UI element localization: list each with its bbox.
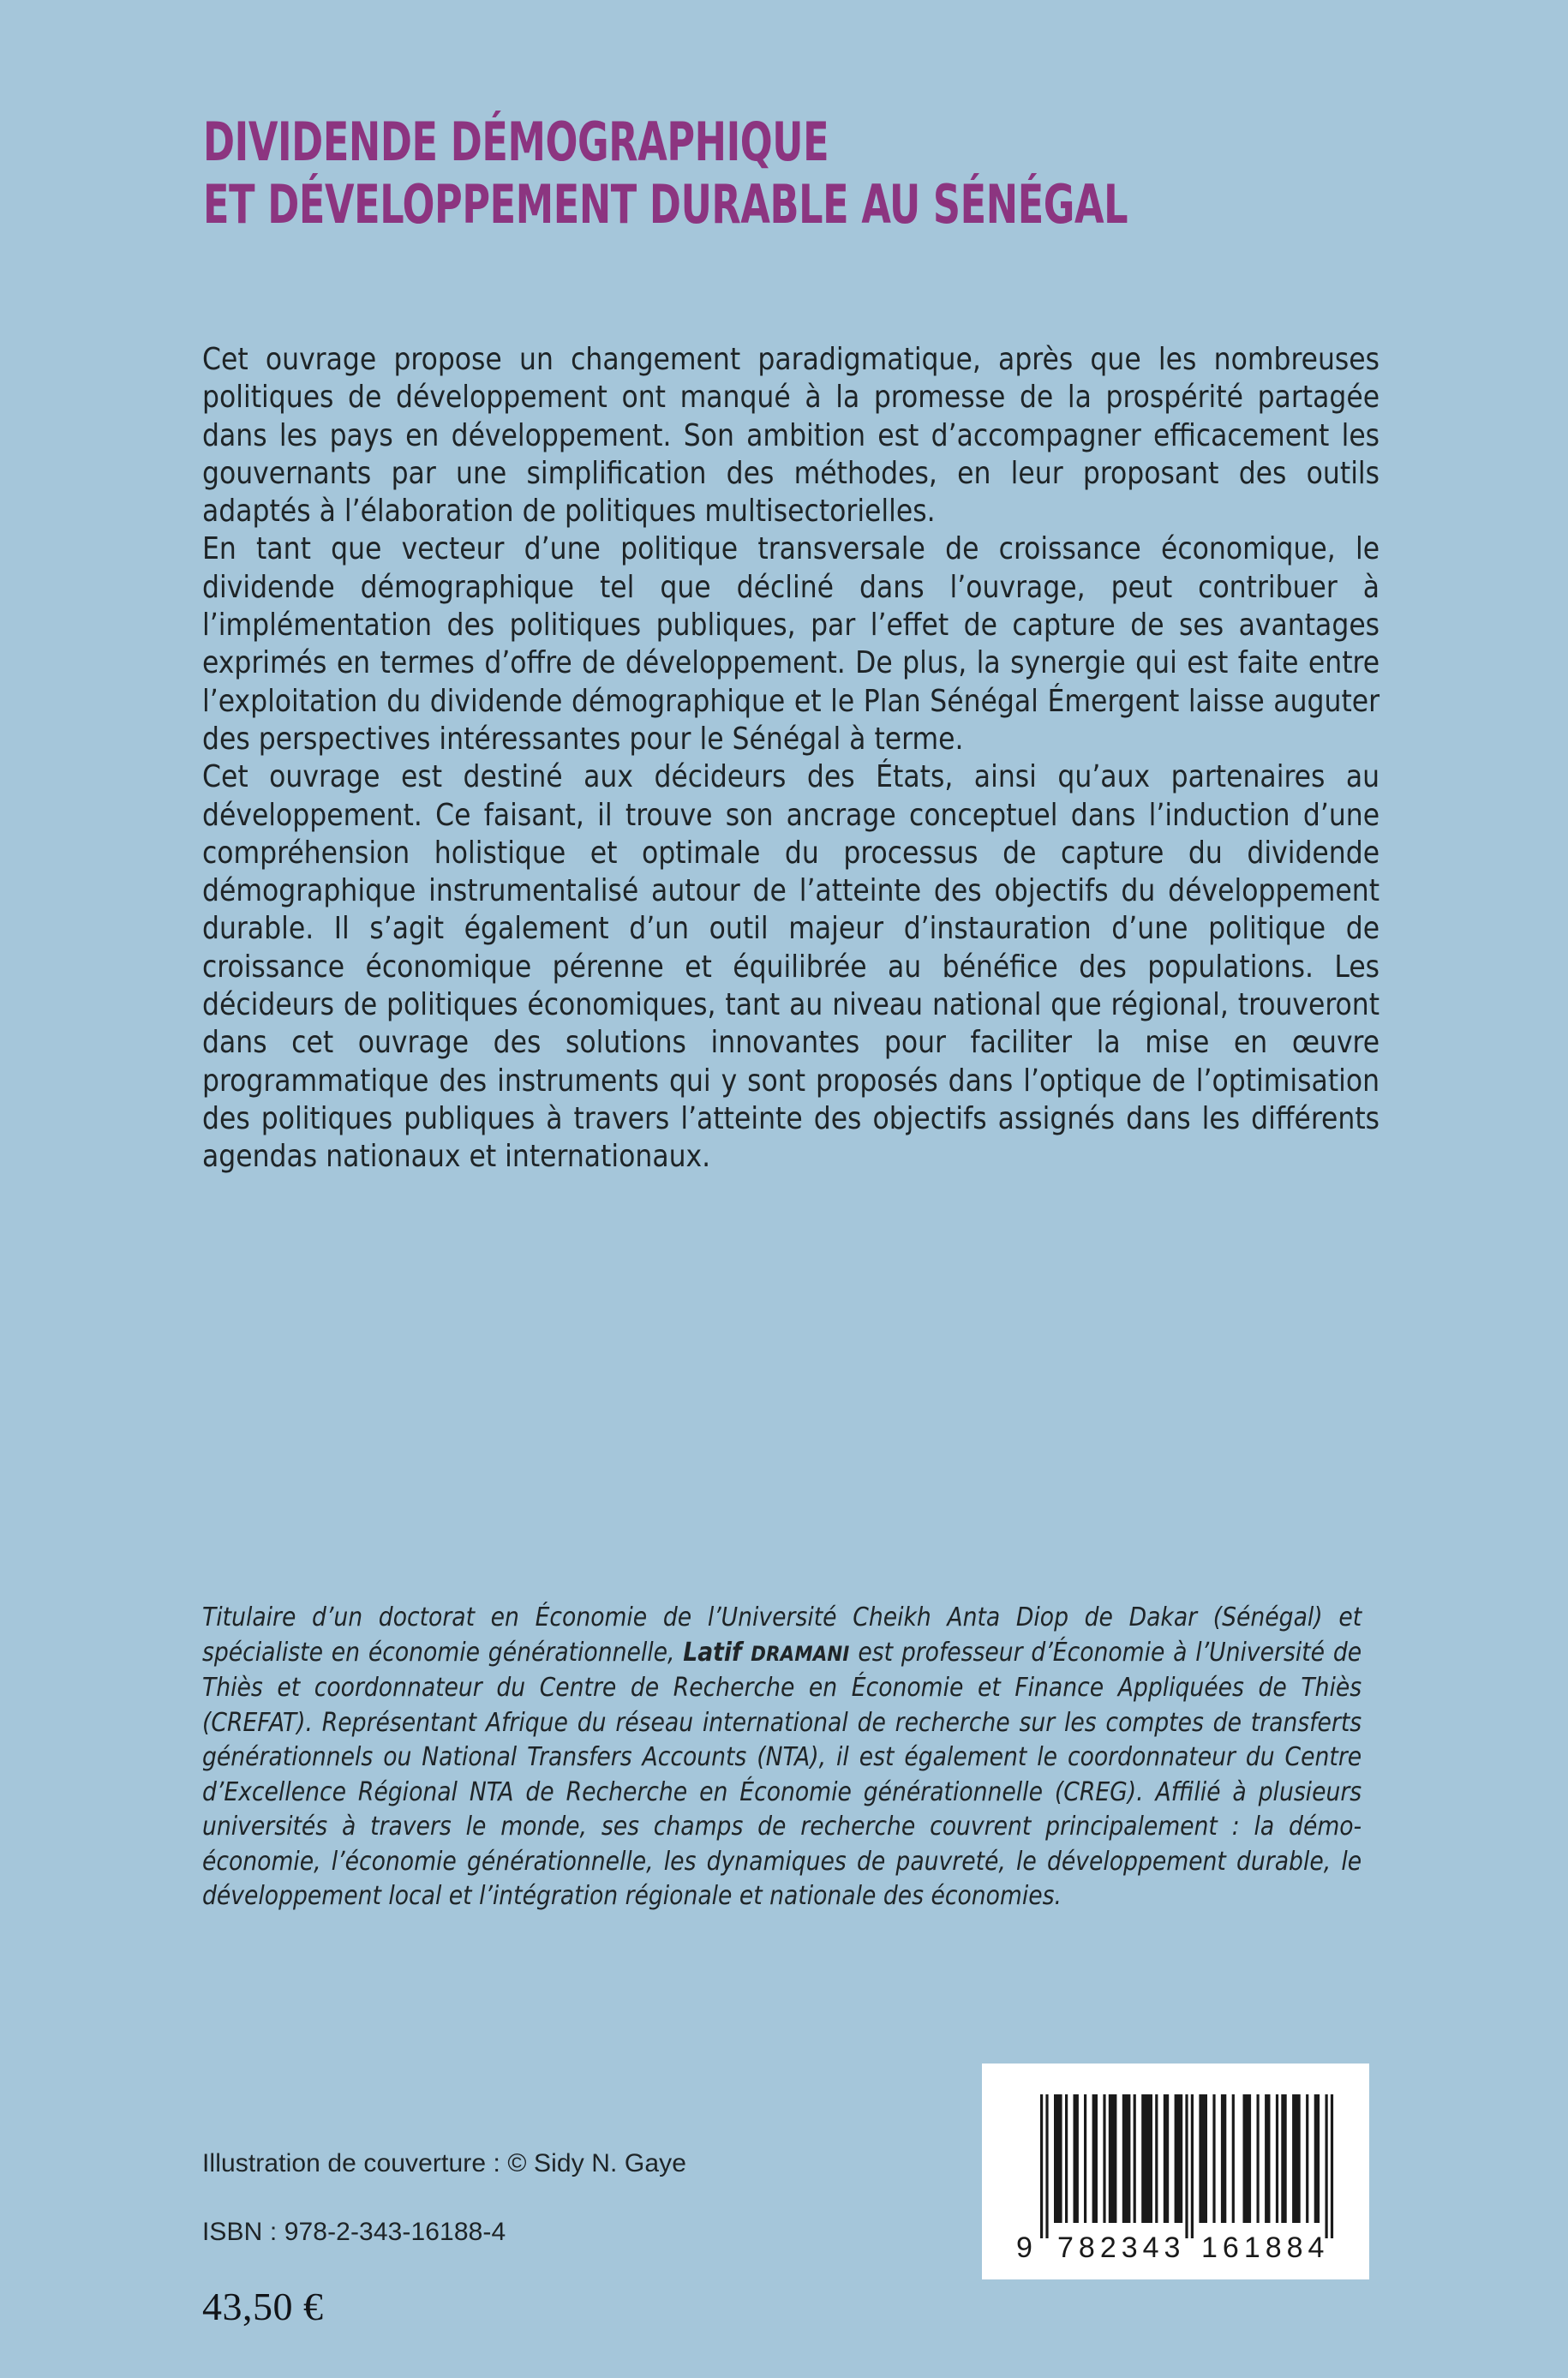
barcode-digit-prefix: 9 [1016, 2231, 1032, 2261]
price-label: 43,50 € [202, 2285, 324, 2328]
author-bio-paragraph [202, 1601, 1362, 1914]
bio-text-before-author: Titulaire d’un doctorat en Économie de l’Université Cheikh Anta Diop de Dakar (Sénégal) et spécialiste en économie générationnelle, [202, 1602, 1362, 1668]
bio-text-after-author: est professeur d’Économie à l’Université de Thiès et coordonnateur du Centre de Recherche en Économie et Finance Appliquées de Thiès (CREFAT). Représentant Afrique du réseau international de recherche sur les comptes de transferts générationnels ou National Transfers Accounts (NTA), il est également le coordonnateur du Centre d’Excellence Régional NTA de Recherche en Économie générationnelle (CREG). Affilié à plusieurs universités à travers le monde, ses champs de recherche couvrent principalement : la démo-économie, l’économie générationnelle, les dynamiques de pauvreté, le développement durable, le développement local et l’intégration régionale et nationale des économies. [202, 1637, 1362, 1911]
author-first-name: Latif [683, 1637, 751, 1668]
ean13-barcode-icon [1006, 2089, 1349, 2261]
footer-section [202, 2148, 973, 2329]
blurb-paragraph-2: En tant que vecteur d’une politique transversale de croissance économique, le dividende démographique tel que décliné dans l’ouvrage, peut contribuer à l’implémentation des politiques publiques, par l’effet de capture de ses avantages exprimés en termes d’offre de développement. De plus, la synergie qui est faite entre l’exploitation du dividende démographique et le Plan Sénégal Émergent laisse auguter des perspectives intéressantes pour le Sénégal à terme. [202, 531, 1380, 757]
blurb-paragraph-3: Cet ouvrage est destiné aux décideurs des États, ainsi qu’aux partenaires au développement. Ce faisant, il trouve son ancrage conceptuel dans l’induction d’une compréhension holistique et optimale du processus de capture du dividende démographique instrumentalisé autour de l’atteinte des objectifs du développement durable. Il s’agit également d’un outil majeur d’instauration d’une politique de croissance économique pérenne et équilibrée au bénéfice des populations. Les décideurs de politiques économiques, tant au niveau national que régional, trouveront dans cet ouvrage des solutions innovantes pour faciliter la mise en œuvre programmatique des instruments qui y sont proposés dans l’optique de l’optimisation des politiques publiques à travers l’atteinte des objectifs assignés dans les différents agendas nationaux et internationaux. [202, 759, 1380, 1175]
blurb-section [202, 341, 1397, 1177]
blurb-paragraph-1: Cet ouvrage propose un changement paradigmatique, après que les nombreuses politiques de développement ont manqué à la promesse de la prospérité partagée dans les pays en développement. Son ambition est d’accompagner efficacement les gouvernants par une simplification des méthodes, en leur proposant des outils adaptés à l’élaboration de politiques multisectorielles. [202, 342, 1380, 530]
barcode-inner [982, 2064, 1369, 2279]
title-line-2: ET DÉVELOPPEMENT DURABLE AU SÉNÉGAL [203, 172, 1128, 236]
barcode-panel [982, 2064, 1369, 2279]
author-last-name: DRAMANI [751, 1640, 850, 1666]
author-biography [202, 1601, 1397, 1914]
page-title [203, 111, 1403, 236]
isbn-line: ISBN : 978-2-343-16188-4 [202, 2218, 506, 2246]
barcode-digits-right: 161884 [1201, 2231, 1330, 2261]
title-line-1: DIVIDENDE DÉMOGRAPHIQUE [203, 111, 829, 173]
cover-illustration-credit: Illustration de couverture : © Sidy N. Gaye [202, 2149, 686, 2177]
barcode-digits-left: 782343 [1057, 2231, 1186, 2261]
